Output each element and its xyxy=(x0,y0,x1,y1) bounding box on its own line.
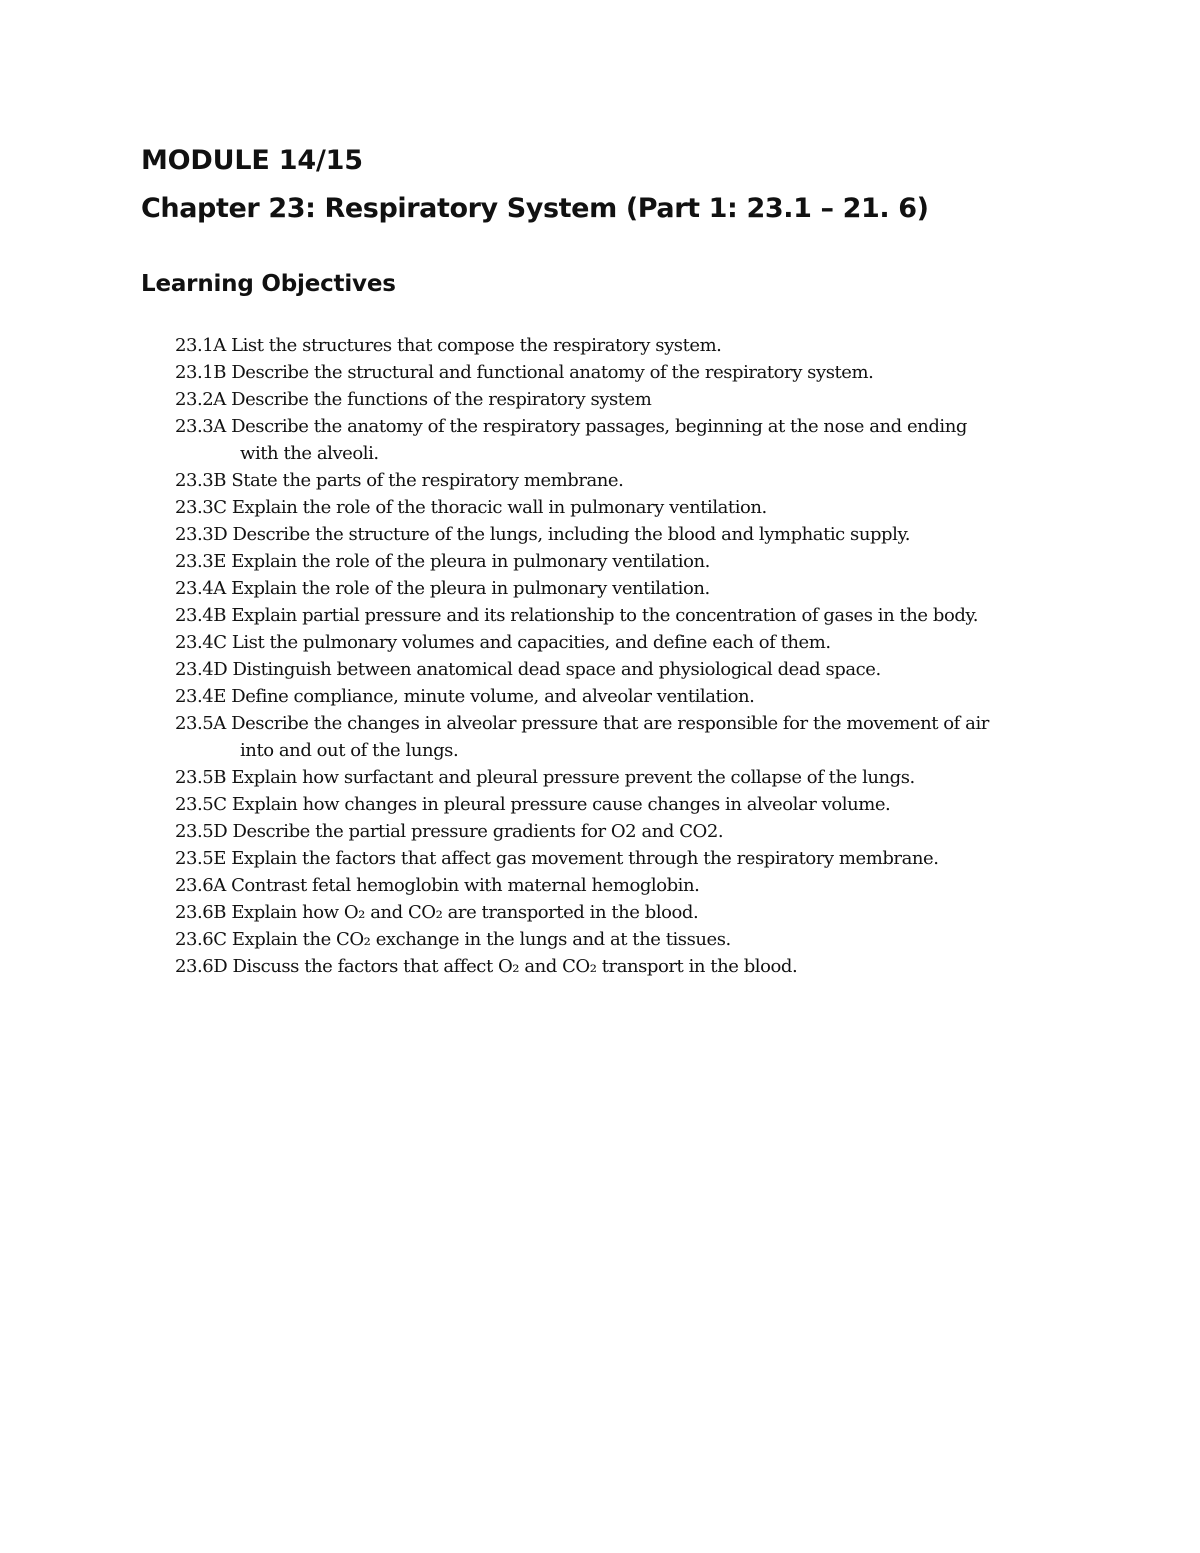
objective-item xyxy=(175,872,1105,899)
objective-text: 23.6A Contrast fetal hemoglobin with maternal hemoglobin. xyxy=(175,875,700,896)
objective-text: 23.4B Explain partial pressure and its relationship to the concentration of gases in the body. xyxy=(175,605,979,626)
objective-item xyxy=(175,413,1105,467)
objective-text: 23.2A Describe the functions of the respiratory system xyxy=(175,389,652,410)
objective-item xyxy=(175,575,1105,602)
objective-item xyxy=(175,629,1105,656)
objective-item xyxy=(175,953,1105,980)
objective-item xyxy=(175,791,1105,818)
objective-text: 23.5E Explain the factors that affect gas movement through the respiratory membrane. xyxy=(175,848,939,869)
objective-text: 23.4A Explain the role of the pleura in pulmonary ventilation. xyxy=(175,578,710,599)
objective-item xyxy=(175,467,1105,494)
objective-item xyxy=(175,656,1105,683)
objective-item xyxy=(175,359,1105,386)
objective-text: 23.5D Describe the partial pressure gradients for O2 and CO2. xyxy=(175,821,724,842)
objective-item xyxy=(175,602,1105,629)
objective-item xyxy=(175,818,1105,845)
objective-item xyxy=(175,332,1105,359)
objective-text: 23.6C Explain the CO₂ exchange in the lungs and at the tissues. xyxy=(175,929,731,950)
objective-item xyxy=(175,386,1105,413)
objective-text: 23.4E Define compliance, minute volume, and alveolar ventilation. xyxy=(175,686,755,707)
objective-text: 23.5C Explain how changes in pleural pressure cause changes in alveolar volume. xyxy=(175,794,891,815)
objective-text: 23.6B Explain how O₂ and CO₂ are transported in the blood. xyxy=(175,902,699,923)
objective-text: 23.3E Explain the role of the pleura in pulmonary ventilation. xyxy=(175,551,710,572)
objective-continuation: with the alveoli. xyxy=(240,443,379,464)
objective-text: 23.3D Describe the structure of the lungs, including the blood and lymphatic supply. xyxy=(175,524,911,545)
objective-item xyxy=(175,764,1105,791)
objective-item xyxy=(175,548,1105,575)
objective-item xyxy=(175,845,1105,872)
objective-continuation: into and out of the lungs. xyxy=(240,740,459,761)
objective-text: 23.4D Distinguish between anatomical dead space and physiological dead space. xyxy=(175,659,881,680)
objective-item xyxy=(175,926,1105,953)
objective-text: 23.5B Explain how surfactant and pleural pressure prevent the collapse of the lungs. xyxy=(175,767,915,788)
objective-text: 23.1A List the structures that compose the respiratory system. xyxy=(175,335,722,356)
objective-item xyxy=(175,521,1105,548)
section-title: Learning Objectives xyxy=(141,271,396,297)
objective-text: 23.4C List the pulmonary volumes and capacities, and define each of them. xyxy=(175,632,831,653)
objective-text: 23.3B State the parts of the respiratory membrane. xyxy=(175,470,624,491)
objective-item xyxy=(175,683,1105,710)
objective-item xyxy=(175,899,1105,926)
objective-item xyxy=(175,494,1105,521)
objective-text: 23.1B Describe the structural and functional anatomy of the respiratory system. xyxy=(175,362,874,383)
objectives-list xyxy=(175,332,1105,980)
objective-text: 23.6D Discuss the factors that affect O₂ and CO₂ transport in the blood. xyxy=(175,956,798,977)
objective-text: 23.5A Describe the changes in alveolar pressure that are responsible for the movement of air xyxy=(175,713,989,734)
objective-text: 23.3A Describe the anatomy of the respiratory passages, beginning at the nose and ending xyxy=(175,416,967,437)
chapter-title: Chapter 23: Respiratory System (Part 1: 23.1 – 21. 6) xyxy=(141,193,929,224)
module-title: MODULE 14/15 xyxy=(141,145,363,176)
objective-item xyxy=(175,710,1105,764)
objective-text: 23.3C Explain the role of the thoracic wall in pulmonary ventilation. xyxy=(175,497,767,518)
